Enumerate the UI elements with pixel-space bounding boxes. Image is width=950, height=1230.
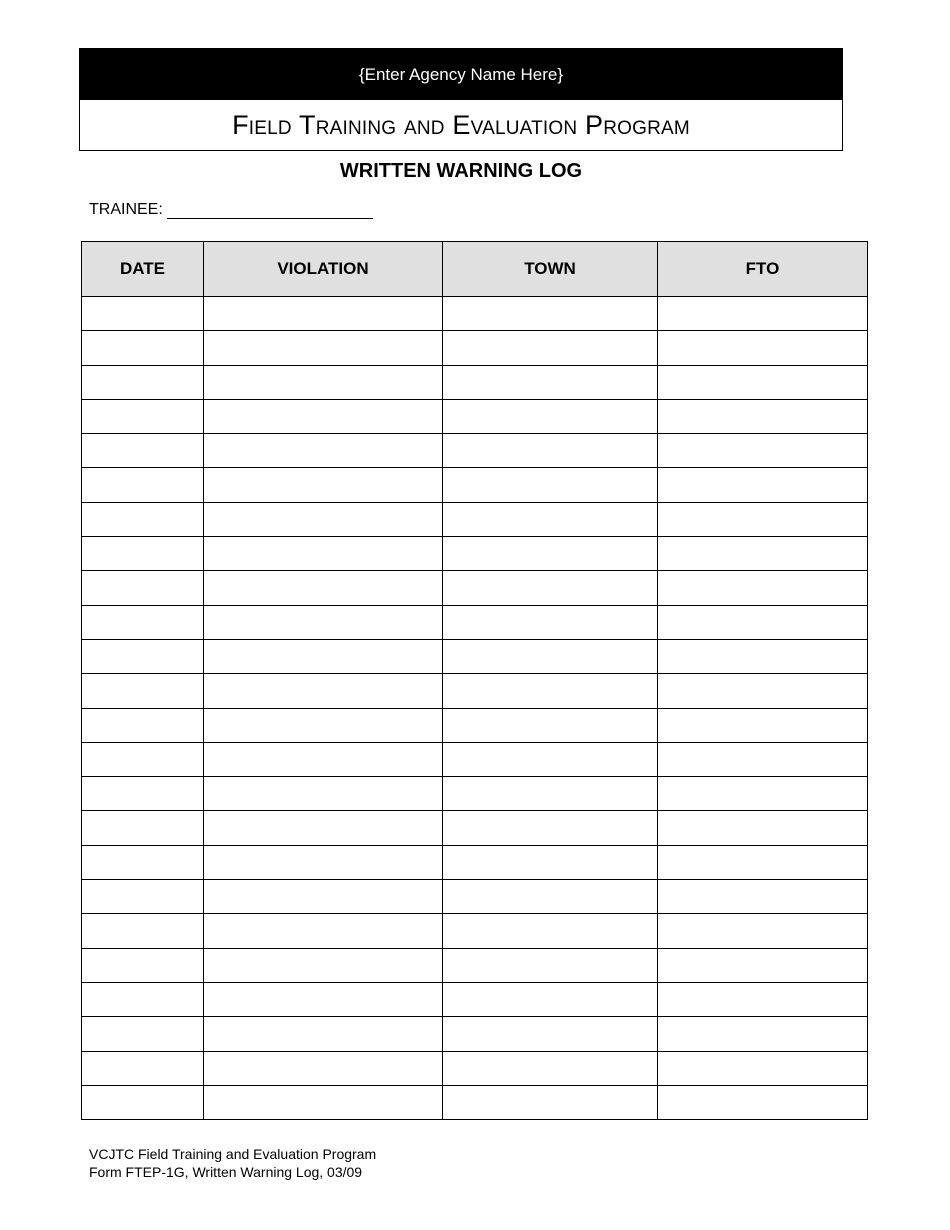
date-cell[interactable] bbox=[82, 297, 204, 331]
table-row bbox=[82, 365, 868, 399]
trainee-label: TRAINEE: bbox=[89, 201, 163, 218]
violation-cell[interactable] bbox=[204, 1085, 443, 1119]
fto-cell[interactable] bbox=[658, 297, 868, 331]
fto-cell[interactable] bbox=[658, 571, 868, 605]
date-cell[interactable] bbox=[82, 468, 204, 502]
date-cell[interactable] bbox=[82, 605, 204, 639]
town-cell[interactable] bbox=[443, 605, 658, 639]
fto-cell[interactable] bbox=[658, 399, 868, 433]
date-cell[interactable] bbox=[82, 571, 204, 605]
date-cell[interactable] bbox=[82, 845, 204, 879]
violation-cell[interactable] bbox=[204, 845, 443, 879]
trainee-input-line[interactable] bbox=[167, 202, 373, 219]
date-cell[interactable] bbox=[82, 1051, 204, 1085]
column-header-violation: VIOLATION bbox=[204, 242, 443, 297]
date-cell[interactable] bbox=[82, 880, 204, 914]
column-header-fto: FTO bbox=[658, 242, 868, 297]
date-cell[interactable] bbox=[82, 502, 204, 536]
table-row bbox=[82, 742, 868, 776]
fto-cell[interactable] bbox=[658, 914, 868, 948]
table-row bbox=[82, 948, 868, 982]
table-row bbox=[82, 639, 868, 673]
fto-cell[interactable] bbox=[658, 811, 868, 845]
fto-cell[interactable] bbox=[658, 434, 868, 468]
town-cell[interactable] bbox=[443, 331, 658, 365]
violation-cell[interactable] bbox=[204, 468, 443, 502]
violation-cell[interactable] bbox=[204, 880, 443, 914]
town-cell[interactable] bbox=[443, 571, 658, 605]
fto-cell[interactable] bbox=[658, 537, 868, 571]
violation-cell[interactable] bbox=[204, 982, 443, 1016]
violation-cell[interactable] bbox=[204, 1017, 443, 1051]
table-row bbox=[82, 605, 868, 639]
date-cell[interactable] bbox=[82, 742, 204, 776]
town-cell[interactable] bbox=[443, 811, 658, 845]
table-row bbox=[82, 1051, 868, 1085]
table-row bbox=[82, 502, 868, 536]
violation-cell[interactable] bbox=[204, 297, 443, 331]
town-cell[interactable] bbox=[443, 537, 658, 571]
violation-cell[interactable] bbox=[204, 605, 443, 639]
table-header-row bbox=[82, 242, 868, 297]
town-cell[interactable] bbox=[443, 982, 658, 1016]
violation-cell[interactable] bbox=[204, 742, 443, 776]
date-cell[interactable] bbox=[82, 948, 204, 982]
footer-line-1: VCJTC Field Training and Evaluation Program bbox=[89, 1146, 377, 1162]
town-cell[interactable] bbox=[443, 434, 658, 468]
violation-cell[interactable] bbox=[204, 639, 443, 673]
table-body bbox=[82, 297, 868, 1120]
fto-cell[interactable] bbox=[658, 777, 868, 811]
violation-cell[interactable] bbox=[204, 708, 443, 742]
table-row bbox=[82, 708, 868, 742]
table-row bbox=[82, 1085, 868, 1119]
trainee-field bbox=[89, 201, 373, 219]
date-cell[interactable] bbox=[82, 914, 204, 948]
fto-cell[interactable] bbox=[658, 1085, 868, 1119]
fto-cell[interactable] bbox=[658, 639, 868, 673]
town-cell[interactable] bbox=[443, 502, 658, 536]
date-cell[interactable] bbox=[82, 811, 204, 845]
table-row bbox=[82, 331, 868, 365]
table-row bbox=[82, 399, 868, 433]
table-row bbox=[82, 982, 868, 1016]
violation-cell[interactable] bbox=[204, 811, 443, 845]
table-row bbox=[82, 537, 868, 571]
warning-log-table bbox=[81, 241, 868, 1120]
violation-cell[interactable] bbox=[204, 571, 443, 605]
table-row bbox=[82, 674, 868, 708]
table-row bbox=[82, 811, 868, 845]
town-cell[interactable] bbox=[443, 297, 658, 331]
date-cell[interactable] bbox=[82, 1017, 204, 1051]
footer-line-2: Form FTEP-1G, Written Warning Log, 03/09 bbox=[89, 1164, 363, 1180]
date-cell[interactable] bbox=[82, 434, 204, 468]
fto-cell[interactable] bbox=[658, 880, 868, 914]
violation-cell[interactable] bbox=[204, 1051, 443, 1085]
table-row bbox=[82, 914, 868, 948]
fto-cell[interactable] bbox=[658, 708, 868, 742]
town-cell[interactable] bbox=[443, 845, 658, 879]
violation-cell[interactable] bbox=[204, 914, 443, 948]
violation-cell[interactable] bbox=[204, 502, 443, 536]
violation-cell[interactable] bbox=[204, 365, 443, 399]
agency-name: {Enter Agency Name Here} bbox=[358, 64, 564, 84]
town-cell[interactable] bbox=[443, 468, 658, 502]
fto-cell[interactable] bbox=[658, 331, 868, 365]
town-cell[interactable] bbox=[443, 1051, 658, 1085]
violation-cell[interactable] bbox=[204, 674, 443, 708]
fto-cell[interactable] bbox=[658, 674, 868, 708]
fto-cell[interactable] bbox=[658, 742, 868, 776]
table-row bbox=[82, 468, 868, 502]
table-row bbox=[82, 571, 868, 605]
fto-cell[interactable] bbox=[658, 948, 868, 982]
table-row bbox=[82, 777, 868, 811]
town-cell[interactable] bbox=[443, 365, 658, 399]
violation-cell[interactable] bbox=[204, 331, 443, 365]
date-cell[interactable] bbox=[82, 708, 204, 742]
town-cell[interactable] bbox=[443, 399, 658, 433]
form-footer bbox=[89, 1145, 376, 1181]
date-cell[interactable] bbox=[82, 331, 204, 365]
document-title: WRITTEN WARNING LOG bbox=[339, 160, 583, 182]
fto-cell[interactable] bbox=[658, 1051, 868, 1085]
town-cell[interactable] bbox=[443, 742, 658, 776]
violation-cell[interactable] bbox=[204, 537, 443, 571]
form-header bbox=[79, 48, 843, 151]
violation-cell[interactable] bbox=[204, 948, 443, 982]
column-header-date: DATE bbox=[82, 242, 204, 297]
violation-cell[interactable] bbox=[204, 399, 443, 433]
fto-cell[interactable] bbox=[658, 605, 868, 639]
table-row bbox=[82, 434, 868, 468]
town-cell[interactable] bbox=[443, 880, 658, 914]
violation-cell[interactable] bbox=[204, 434, 443, 468]
program-title: Field Training and Evaluation Program bbox=[232, 110, 690, 140]
fto-cell[interactable] bbox=[658, 468, 868, 502]
town-cell[interactable] bbox=[443, 1085, 658, 1119]
town-cell[interactable] bbox=[443, 777, 658, 811]
column-header-town: TOWN bbox=[443, 242, 658, 297]
violation-cell[interactable] bbox=[204, 777, 443, 811]
date-cell[interactable] bbox=[82, 365, 204, 399]
fto-cell[interactable] bbox=[658, 1017, 868, 1051]
date-cell[interactable] bbox=[82, 537, 204, 571]
date-cell[interactable] bbox=[82, 399, 204, 433]
town-cell[interactable] bbox=[443, 708, 658, 742]
town-cell[interactable] bbox=[443, 674, 658, 708]
table-row bbox=[82, 845, 868, 879]
date-cell[interactable] bbox=[82, 639, 204, 673]
date-cell[interactable] bbox=[82, 777, 204, 811]
fto-cell[interactable] bbox=[658, 365, 868, 399]
table-row bbox=[82, 297, 868, 331]
date-cell[interactable] bbox=[82, 1085, 204, 1119]
fto-cell[interactable] bbox=[658, 982, 868, 1016]
table-row bbox=[82, 1017, 868, 1051]
fto-cell[interactable] bbox=[658, 845, 868, 879]
town-cell[interactable] bbox=[443, 914, 658, 948]
table-row bbox=[82, 880, 868, 914]
town-cell[interactable] bbox=[443, 639, 658, 673]
date-cell[interactable] bbox=[82, 674, 204, 708]
town-cell[interactable] bbox=[443, 1017, 658, 1051]
town-cell[interactable] bbox=[443, 948, 658, 982]
agency-name-bar bbox=[80, 49, 842, 100]
fto-cell[interactable] bbox=[658, 502, 868, 536]
date-cell[interactable] bbox=[82, 982, 204, 1016]
